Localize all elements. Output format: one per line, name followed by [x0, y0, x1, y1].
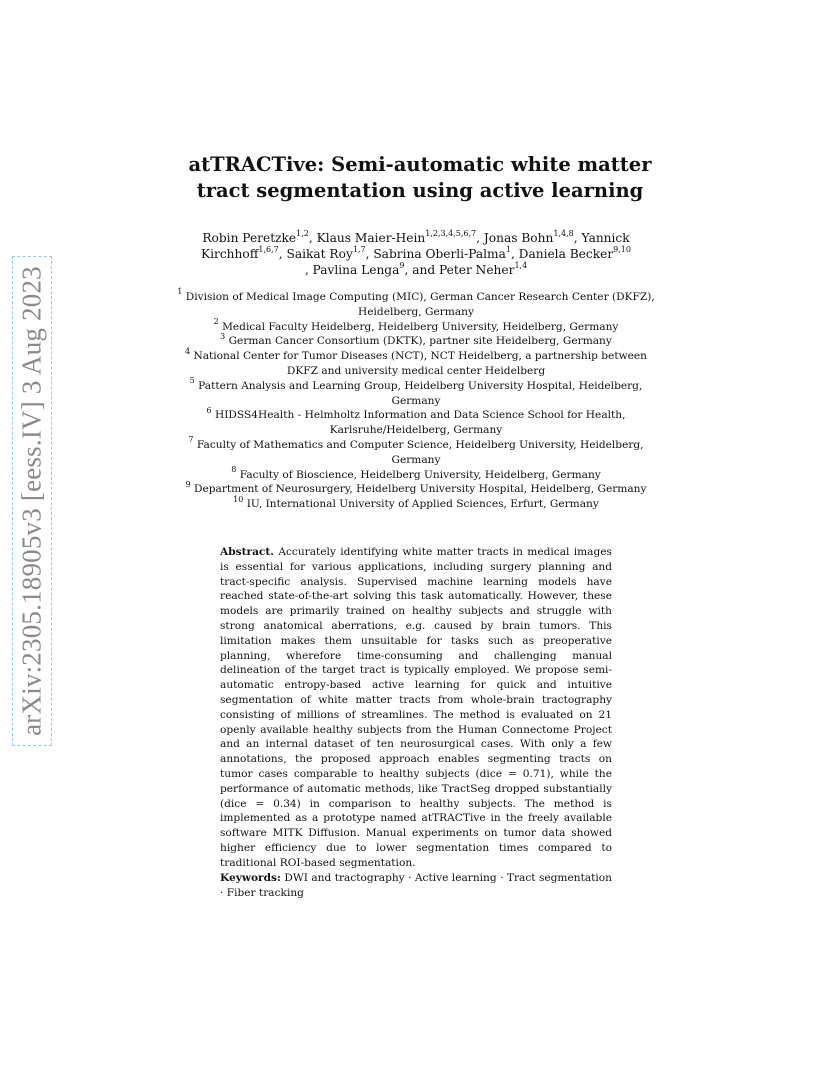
author-affiliation-marker: 1: [505, 244, 511, 254]
affiliation-number: 10: [233, 494, 244, 504]
affiliation-item: [176, 376, 656, 409]
author-name: , Daniela Becker: [510, 247, 614, 261]
abstract: [220, 545, 612, 871]
keywords-text: DWI and tractography · Active learning · Tract segmentation · Fiber tracking: [220, 872, 612, 899]
author-name: , Klaus Maier-Hein: [308, 231, 426, 245]
affiliation-text: National Center for Tumor Diseases (NCT), NCT Heidelberg, a partnership between DKFZ and university medical center Heidelberg: [193, 350, 648, 377]
affiliation-item: [176, 346, 656, 379]
affiliation-number: 7: [188, 435, 194, 445]
affiliation-item: [176, 494, 656, 512]
title-line-2: tract segmentation using active learning: [196, 179, 644, 202]
abstract-label: Abstract.: [220, 546, 274, 558]
affiliation-text: Faculty of Mathematics and Computer Science, Heidelberg University, Heidelberg, Germany: [196, 438, 644, 466]
author-name: , and Peter Neher: [404, 263, 515, 277]
keywords-label: Keywords:: [220, 872, 281, 884]
affiliation-text: IU, International University of Applied Sciences, Erfurt, Germany: [246, 498, 599, 511]
affiliation-text: German Cancer Consortium (DKTK), partner site Heidelberg, Germany: [228, 335, 612, 348]
affiliation-number: 6: [206, 405, 212, 415]
author-affiliation-marker: 9: [399, 260, 405, 270]
affiliation-item: [176, 287, 656, 320]
affiliation-number: 9: [185, 479, 191, 489]
author-name: , Sabrina Oberli-Palma: [365, 247, 506, 261]
affiliation-number: 1: [177, 287, 183, 297]
author-name: , Saikat Roy: [278, 247, 353, 261]
affiliation-item: [176, 479, 656, 497]
affiliation-list: [176, 287, 656, 512]
author-name: , Yannick Kirchhoff: [201, 231, 630, 261]
affiliation-item: [176, 435, 656, 468]
affiliation-item: [176, 317, 656, 335]
affiliation-number: 5: [189, 376, 195, 386]
affiliation-text: Faculty of Bioscience, Heidelberg University, Heidelberg, Germany: [239, 468, 601, 481]
author-list: [170, 230, 662, 278]
author-affiliation-marker: 1,2: [296, 228, 309, 238]
title-line-1: atTRACTive: Semi-automatic white matter: [188, 153, 652, 176]
affiliation-text: Department of Neurosurgery, Heidelberg University Hospital, Heidelberg, Germany: [193, 483, 647, 496]
keywords: [220, 871, 612, 901]
author-affiliation-marker: 1,6,7: [258, 244, 279, 254]
author-affiliation-marker: 1,7: [352, 244, 366, 254]
arxiv-identifier: arXiv:2305.18905v3 [eess.IV] 3 Aug 2023: [16, 266, 47, 736]
author-name: Robin Peretzke: [202, 231, 297, 245]
author-affiliation-marker: 9,10: [613, 244, 631, 254]
affiliation-text: Pattern Analysis and Learning Group, Heidelberg University Hospital, Heidelberg, Germany: [198, 379, 643, 407]
affiliation-text: Medical Faculty Heidelberg, Heidelberg University, Heidelberg, Germany: [222, 320, 619, 333]
author-affiliation-marker: 1,4,8: [553, 228, 574, 238]
affiliation-text: Division of Medical Image Computing (MIC), German Cancer Research Center (DKFZ), Heidelberg, Germany: [185, 291, 655, 318]
affiliation-number: 4: [184, 346, 191, 356]
author-affiliation-marker: 1,2,3,4,5,6,7: [425, 228, 477, 238]
affiliation-item: [176, 331, 656, 349]
affiliation-number: 2: [213, 317, 219, 327]
paper-title: [130, 152, 710, 204]
author-name: , Jonas Bohn: [476, 231, 554, 245]
author-affiliation-marker: 1,4: [514, 260, 528, 270]
affiliation-text: HIDSS4Health - Helmholtz Information and Data Science School for Health, Karlsruhe/Heidelberg, Germany: [215, 409, 626, 437]
arxiv-identifier-stamp: [12, 256, 52, 746]
affiliation-item: [176, 405, 656, 438]
affiliation-number: 3: [220, 331, 226, 341]
affiliation-item: [176, 465, 656, 483]
author-name: , Pavlina Lenga: [304, 263, 400, 277]
affiliation-number: 8: [231, 465, 237, 475]
abstract-text: Accurately identifying white matter tracts in medical images is essential for various applications, including surgery planning and tract-specific analysis. Supervised machine learning models have reached state-of-the-art solving this task automatically. However, these models are primarily trained on healthy subjects and struggle with strong anatomical aberrations, e.g. caused by brain tumors. This limitation makes them unsuitable for tasks such as preoperative planning, wherefore time-consuming and challenging manual delineation of the target tract is typically employed. We propose semi-automatic entropy-based active learning for quick and intuitive segmentation of white matter tracts from whole-brain tractography consisting of millions of streamlines. The method is evaluated on 21 openly available healthy subjects from the Human Connectome Project and an internal dataset of ten neurosurgical cases. With only a few annotations, the proposed approach enables segmenting tracts on tumor cases comparable to healthy subjects (dice = 0.71), while the performance of automatic methods, like TractSeg dropped substantially (dice = 0.34) in comparison to healthy subjects. The method is implemented as a prototype named atTRACTive in the freely available software MITK Diffusion. Manual experiments on tumor data showed higher efficiency due to lower segmentation times compared to traditional ROI-based segmentation.: [220, 546, 612, 869]
